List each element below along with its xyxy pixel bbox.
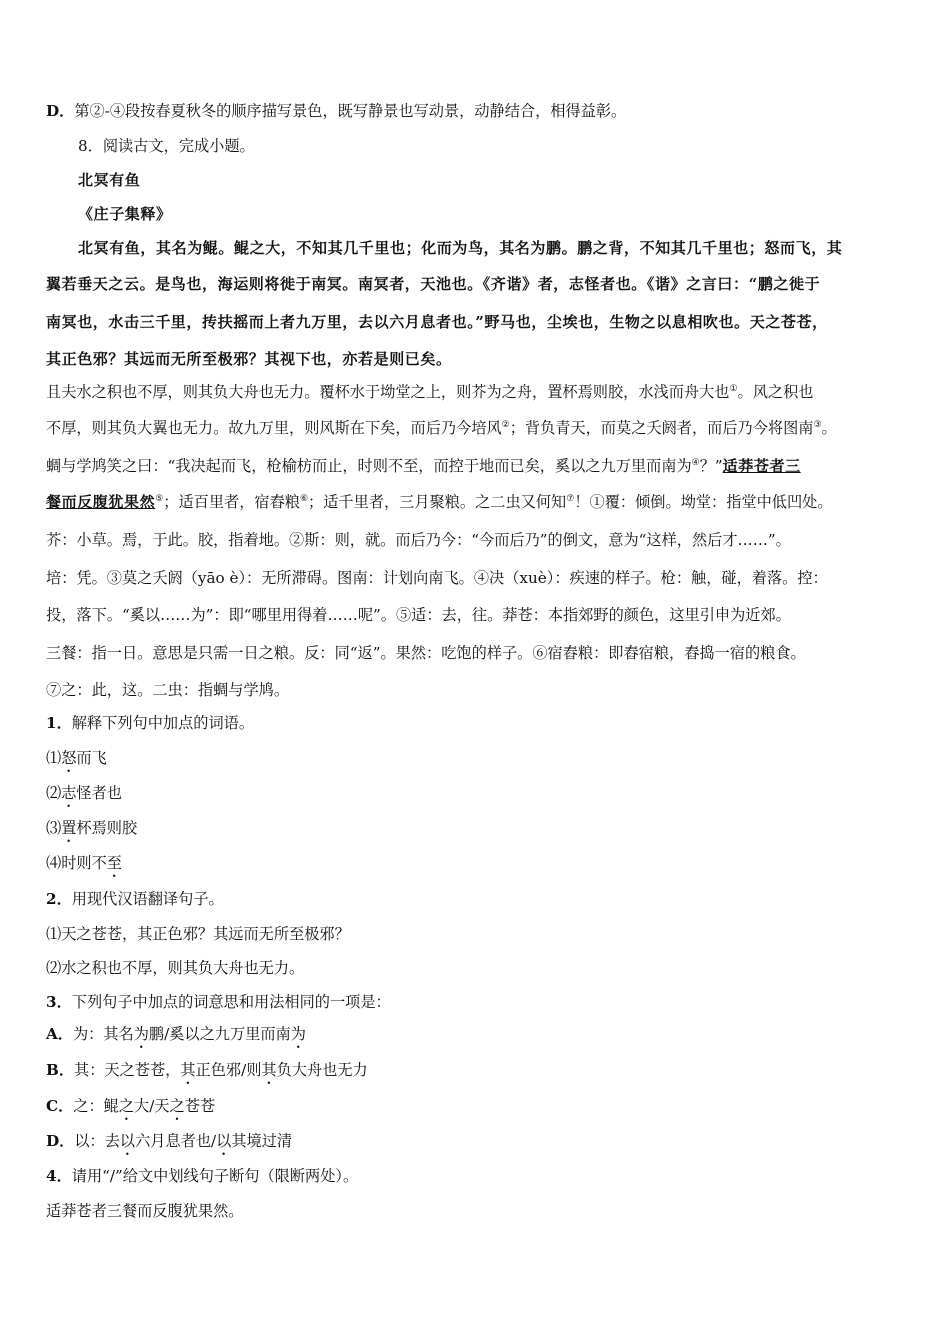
option-label: A． (46, 1025, 73, 1043)
text: 且夫水之积也不厚，则其负大舟也无力。覆杯水于坳堂之上，则芥为之舟，置杯焉则胶，水浅而舟大也 (46, 383, 730, 401)
text: ；适千里者，三月聚粮。之二虫又何知 (308, 493, 567, 511)
text: 负大舟也无力 (276, 1061, 368, 1079)
footnote-ref: ⑤ (155, 493, 164, 504)
question-number: 4． (46, 1167, 72, 1185)
passage-line: 北冥有鱼，其名为鲲。鲲之大，不知其几千里也；化而为鸟，其名为鹏。鹏之背，不知其几千里也；怒而飞，其 (78, 239, 843, 257)
question-1-item (46, 783, 122, 811)
text: 正色邪/则 (195, 1061, 262, 1079)
footnote-ref: ③ (813, 419, 822, 430)
text: 以：去 (74, 1132, 120, 1150)
dotted-word: 之 (169, 1097, 185, 1115)
question-3-title (46, 992, 391, 1012)
underlined-sentence: 餐而反腹犹果然 (46, 493, 156, 511)
text: 大/天 (134, 1097, 170, 1115)
text: ！ (574, 493, 590, 511)
question-2-item: ⑴天之苍苍，其正色邪？其远而无所至极邪？ (46, 925, 350, 943)
dotted-word: 之 (118, 1097, 135, 1115)
text: 时则不 (61, 854, 107, 872)
question-3-option (46, 1096, 215, 1124)
question-2-title (46, 889, 224, 909)
passage-line: 其正色邪？其远而无所至极邪？其视下也，亦若是则已矣。 (46, 350, 452, 368)
footnote-line: 芥：小草。焉，于此。胶，指着地。②斯：则，就。而后乃今：“今而后乃”的倒文，意为“这样，然后才……”。 (46, 531, 791, 549)
text: ；适百里者，宿舂粮 (163, 493, 300, 511)
question-text: 下列句子中加点的词意思和用法相同的一项是： (71, 993, 391, 1011)
question-1-title (46, 713, 254, 733)
footnote-line: 培：凭。③莫之夭阏（yāo è）：无所滞碍。图南：计划向南飞。④决（xuè）：疾速的样子。枪：触，碰，着落。控： (46, 569, 828, 587)
dotted-word: 怒 (61, 749, 77, 767)
option-label: D． (46, 1132, 75, 1150)
question-text: 请用“/”给文中划线句子断句（限断两处）。 (71, 1167, 359, 1185)
underlined-sentence: 适莽苍者三 (722, 457, 801, 475)
previous-option-d (46, 101, 626, 121)
text: 杯焉则胶 (76, 819, 138, 837)
text: 。风之积也 (737, 383, 814, 401)
option-text: 第②-④段按春夏秋冬的顺序描写景色，既写静景也写动景，动静结合，相得益彰。 (74, 102, 627, 120)
question-1-item (46, 818, 137, 846)
passage-paragraph-2-line (46, 456, 801, 476)
text: 苍苍 (184, 1097, 216, 1115)
text: 其：天之苍苍， (74, 1061, 181, 1079)
question-4-title (46, 1166, 358, 1186)
footnote-ref: ⑥ (299, 493, 309, 504)
question-number: 2． (46, 890, 72, 908)
text: 怪者也 (76, 784, 122, 802)
footnote-ref: ② (501, 419, 510, 430)
question-3-option (46, 1060, 368, 1088)
dotted-word: 为 (133, 1025, 149, 1043)
dotted-word: 志 (61, 784, 77, 802)
footnote-ref: ⑦ (566, 493, 575, 504)
text: 蜩与学鸠笑之曰：“我决起而飞，枪榆枋而止，时则不至，而控于地而已矣，奚以之九万里而南为 (46, 457, 692, 475)
question-2-item: ⑵水之积也不厚，则其负大舟也无力。 (46, 959, 305, 977)
dotted-word: 以 (119, 1132, 136, 1150)
passage-paragraph-2-line (46, 492, 833, 512)
text: ？” (699, 457, 723, 475)
item-number: ⑶ (46, 819, 62, 837)
text: 而飞 (76, 749, 107, 767)
footnote: ①覆：倾倒。坳堂：指堂中低凹处。 (589, 493, 833, 511)
option-label: D． (46, 102, 75, 120)
question-1-item (46, 853, 122, 881)
footnote-line: 三餐：指一日。意思是只需一日之粮。反：同“返”。果然：吃饱的样子。⑥宿舂粮：即舂宿粮，舂捣一宿的粮食。 (46, 644, 806, 662)
item-number: ⑵ (46, 784, 62, 802)
footnote-ref: ① (729, 383, 738, 394)
item-number: ⑴ (46, 749, 62, 767)
passage-paragraph-2-line (46, 382, 813, 402)
text: 。 (821, 419, 837, 437)
question-1-item (46, 748, 107, 776)
text: 其境过清 (231, 1132, 293, 1150)
question-number: 1． (46, 714, 72, 732)
passage-line: 翼若垂天之云。是鸟也，海运则将徙于南冥。南冥者，天池也。《齐谐》者，志怪者也。《谐》之言曰：“鹏之徙于 (46, 275, 821, 293)
item-number: ⑷ (46, 854, 62, 872)
footnote-ref: ④ (691, 457, 700, 468)
dotted-word: 置 (61, 819, 77, 837)
option-label: B． (46, 1061, 75, 1079)
question-3-option (46, 1131, 292, 1159)
text: 鹏/奚以之九万里而南 (148, 1025, 291, 1043)
passage-source: 《庄子集释》 (78, 205, 172, 223)
question-4-sentence: 适莽苍者三餐而反腹犹果然。 (46, 1202, 244, 1220)
text: 不厚，则其负大翼也无力。故九万里，则风斯在下矣，而后乃今培风 (46, 419, 502, 437)
question-number: 3． (46, 993, 72, 1011)
footnote-line: ⑦之：此，这。二虫：指蜩与学鸠。 (46, 681, 289, 699)
passage-title: 北冥有鱼 (78, 171, 141, 189)
question-8-intro: 8．阅读古文，完成小题。 (78, 137, 255, 155)
text: 六月息者也/ (135, 1132, 217, 1150)
text: ；背负青天，而莫之夭阏者，而后乃今将图南 (509, 419, 814, 437)
text: 为：其名 (72, 1025, 134, 1043)
dotted-word: 至 (106, 854, 122, 872)
question-3-option (46, 1024, 306, 1052)
passage-paragraph-2-line (46, 418, 837, 438)
question-text: 用现代汉语翻译句子。 (71, 890, 224, 908)
text: 之：鲲 (73, 1097, 119, 1115)
question-text: 解释下列句中加点的词语。 (71, 714, 255, 732)
option-label: C． (46, 1097, 74, 1115)
footnote-line: 投，落下。“奚以……为”：即“哪里用得着……呢”。⑤适：去，往。莽苍：本指郊野的颜色，这里引申为近郊。 (46, 606, 791, 624)
option-d-text (46, 102, 626, 120)
dotted-word: 为 (290, 1025, 306, 1043)
passage-line: 南冥也，水击三千里，抟扶摇而上者九万里，去以六月息者也。”野马也，尘埃也，生物之以息相吹也。天之苍苍， (46, 313, 828, 331)
dotted-word: 其 (180, 1061, 196, 1079)
dotted-word: 其 (261, 1061, 277, 1079)
dotted-word: 以 (216, 1132, 232, 1150)
